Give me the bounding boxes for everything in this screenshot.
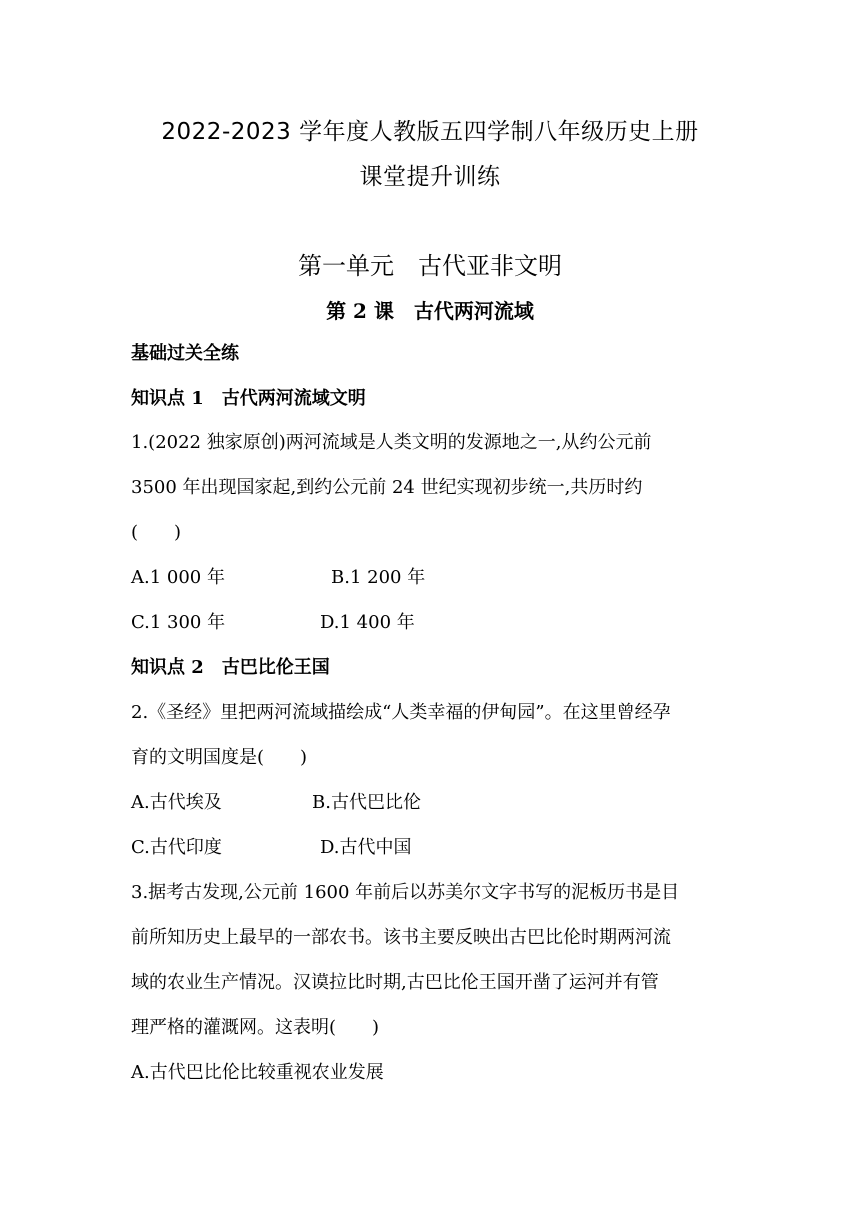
- question-3-option-a: A.古代巴比伦比较重视农业发展: [131, 1062, 384, 1083]
- question-2-option-d: D.古代中国: [320, 837, 412, 858]
- question-1-line-2: 3500 年出现国家起,到约公元前 24 世纪实现初步统一,共历时约: [131, 477, 643, 498]
- question-2-line-1: 2.《圣经》里把两河流域描绘成“人类幸福的伊甸园”。在这里曾经孕: [131, 702, 671, 723]
- question-1-option-a: A.1 000 年: [131, 567, 225, 588]
- question-1-line-1: 1.(2022 独家原创)两河流域是人类文明的发源地之一,从约公元前: [131, 432, 652, 453]
- question-1-option-d: D.1 400 年: [320, 612, 415, 633]
- question-1-option-b: B.1 200 年: [331, 567, 426, 588]
- unit-title: 第一单元 古代亚非文明: [298, 252, 562, 280]
- question-2-line-2: 育的文明国度是( ): [131, 747, 308, 768]
- question-3-line-1: 3.据考古发现,公元前 1600 年前后以苏美尔文字书写的泥板历书是目: [131, 882, 680, 903]
- question-2-option-b: B.古代巴比伦: [312, 792, 421, 813]
- question-1-option-c: C.1 300 年: [131, 612, 226, 633]
- question-3-line-4: 理严格的灌溉网。这表明( ): [131, 1017, 380, 1038]
- question-2-option-c: C.古代印度: [131, 837, 222, 858]
- knowledge-point-2: 知识点 2 古巴比伦王国: [131, 657, 330, 678]
- document-title-line1: 2022-2023 学年度人教版五四学制八年级历史上册: [161, 119, 699, 145]
- lesson-title: 第 2 课 古代两河流域: [326, 299, 534, 323]
- question-1-line-3: ( ): [131, 522, 182, 543]
- section-title: 基础过关全练: [131, 343, 239, 364]
- question-2-option-a: A.古代埃及: [131, 792, 222, 813]
- document-title-line2: 课堂提升训练: [359, 164, 501, 190]
- knowledge-point-1: 知识点 1 古代两河流域文明: [131, 388, 366, 409]
- question-3-line-3: 域的农业生产情况。汉谟拉比时期,古巴比伦王国开凿了运河并有管: [131, 972, 659, 993]
- question-3-line-2: 前所知历史上最早的一部农书。该书主要反映出古巴比伦时期两河流: [131, 927, 671, 948]
